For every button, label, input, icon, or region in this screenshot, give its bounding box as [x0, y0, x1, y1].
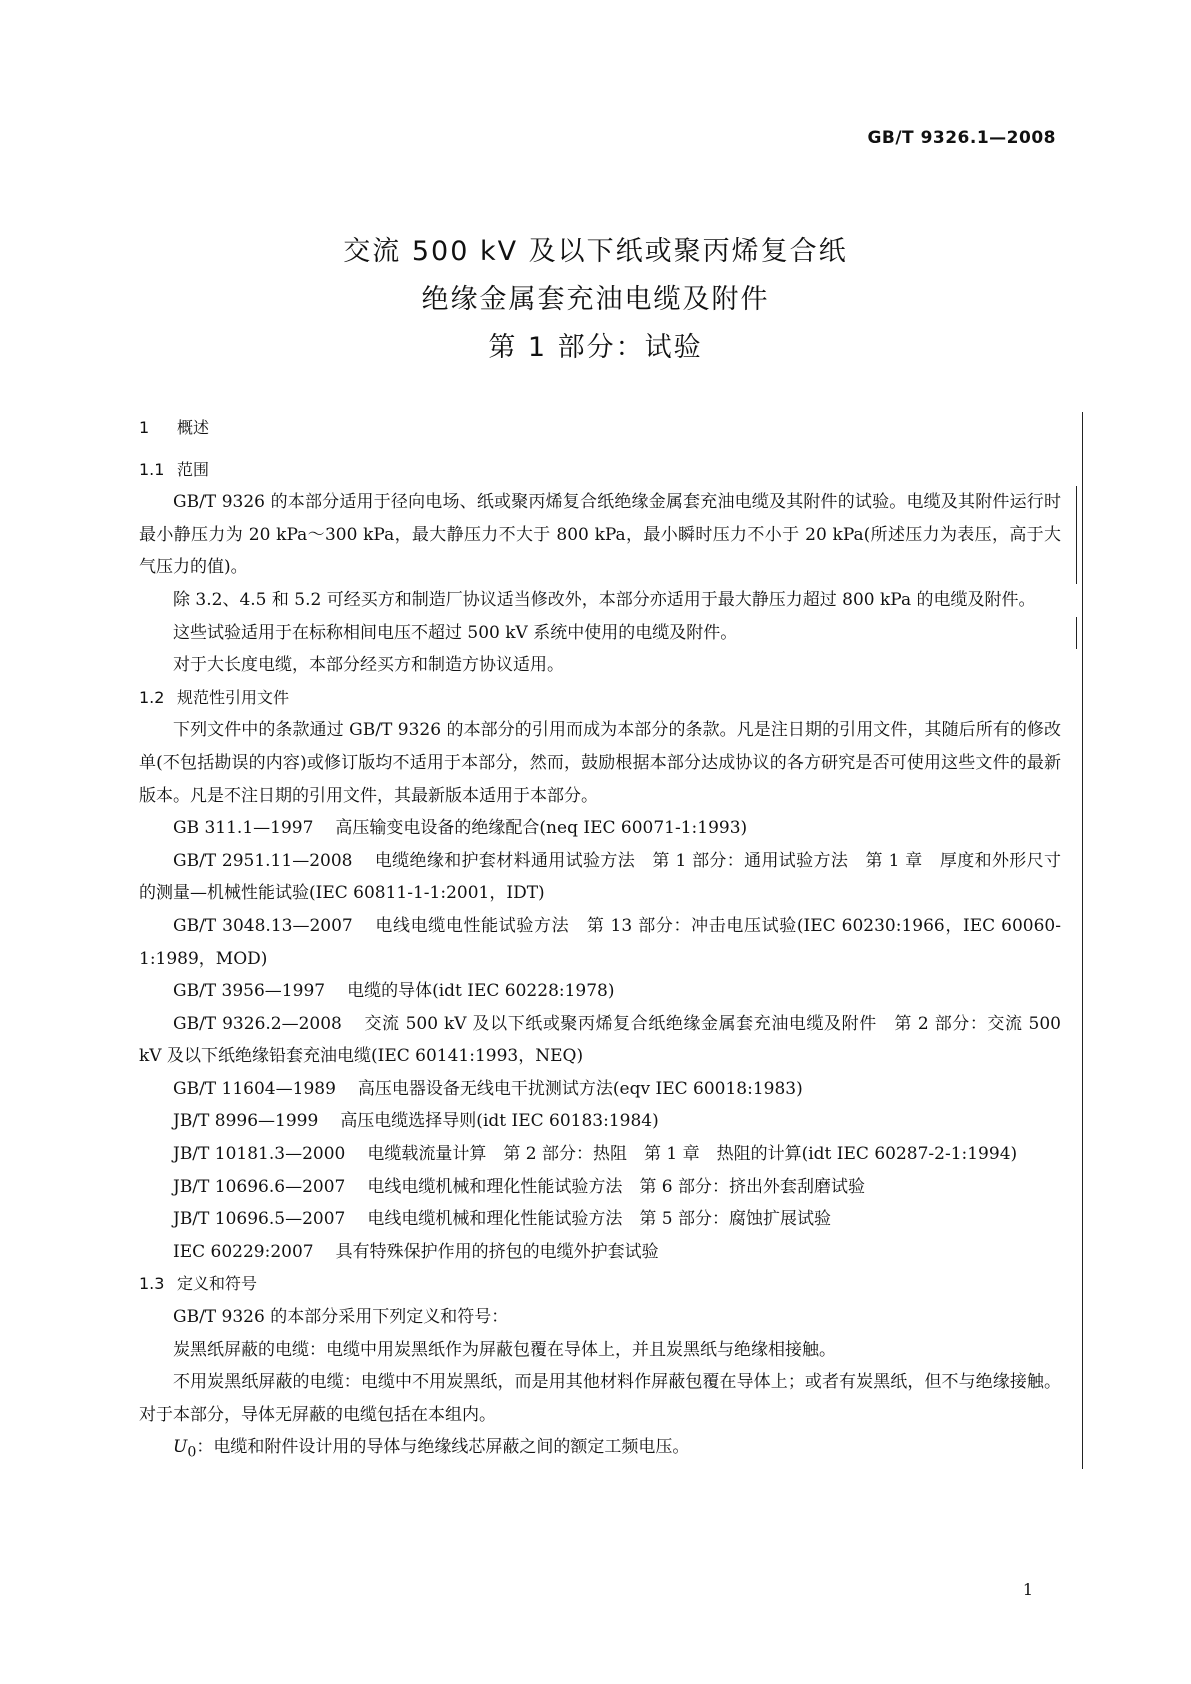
reference-code: GB 311.1—1997: [173, 818, 314, 839]
reference-item: [139, 812, 1061, 845]
definition-carbon-paper-screened: 炭黑纸屏蔽的电缆：电缆中用炭黑纸作为屏蔽包覆在导体上，并且炭黑纸与绝缘相接触。: [173, 1339, 836, 1360]
page-number: 1: [1022, 1580, 1033, 1599]
reference-list: [139, 812, 1061, 1268]
reference-code: JB/T 10181.3—2000: [173, 1144, 346, 1165]
section-1-2-heading: [139, 682, 1061, 715]
reference-title: 高压输变电设备的绝缘配合(neq IEC 60071-1:1993): [335, 818, 748, 839]
definitions-intro: GB/T 9326 的本部分采用下列定义和符号：: [173, 1307, 509, 1328]
title-line-1: 交流 500 kV 及以下纸或聚丙烯复合纸: [343, 236, 848, 267]
definition-non-carbon-paper-screened: 不用炭黑纸屏蔽的电缆：电缆中不用炭黑纸，而是用其他材料作屏蔽包覆在导体上；或者有炭黑纸，但不与绝缘接触。对于本部分，导体无屏蔽的电缆包括在本组内。: [139, 1372, 1061, 1425]
symbol-u: U: [173, 1437, 188, 1458]
reference-item: [139, 1171, 1061, 1204]
reference-code: JB/T 10696.6—2007: [173, 1176, 346, 1197]
document-body: [139, 412, 1061, 1469]
section-title: 概述: [177, 418, 210, 437]
reference-title: 高压电器设备无线电干扰测试方法(eqv IEC 60018:1983): [357, 1078, 803, 1099]
reference-item: [139, 1008, 1061, 1073]
reference-code: GB/T 3048.13—2007: [173, 915, 353, 936]
reference-item: [139, 1236, 1061, 1269]
reference-code: JB/T 8996—1999: [173, 1111, 319, 1132]
section-number: 1.2: [139, 687, 165, 707]
reference-code: GB/T 11604—1989: [173, 1078, 336, 1099]
scope-paragraph-4: 对于大长度电缆，本部分经买方和制造方协议适用。: [173, 655, 564, 676]
reference-title: 电缆绝缘和护套材料通用试验方法 第 1 部分：通用试验方法 第 1 章 厚度和外形尺寸的测量—机械性能试验(IEC 60811-1-1:2001，IDT): [139, 850, 1062, 904]
standard-number: GB/T 9326.1—2008: [867, 128, 1056, 148]
title-line-2: 绝缘金属套充油电缆及附件: [421, 284, 770, 315]
reference-item: [139, 975, 1061, 1008]
scope-paragraph-3: 这些试验适用于在标称相间电压不超过 500 kV 系统中使用的电缆及附件。: [139, 617, 1061, 650]
reference-code: JB/T 10696.5—2007: [173, 1209, 346, 1230]
section-1-1-heading: [139, 454, 1061, 487]
title-line-3: 第 1 部分：试验: [488, 332, 703, 363]
reference-title: 电线电缆电性能试验方法 第 13 部分：冲击电压试验(IEC 60230:1966，IEC 60060-1:1989，MOD): [139, 915, 1061, 969]
reference-code: IEC 60229:2007: [173, 1241, 314, 1262]
reference-title: 具有特殊保护作用的挤包的电缆外护套试验: [335, 1241, 659, 1262]
reference-code: GB/T 3956—1997: [173, 981, 326, 1002]
section-title: 定义和符号: [177, 1274, 258, 1294]
scope-paragraph-2: 除 3.2、4.5 和 5.2 可经买方和制造厂协议适当修改外，本部分亦适用于最大静压力超过 800 kPa 的电缆及附件。: [173, 589, 1036, 610]
reference-item: [139, 1203, 1061, 1236]
section-title: 规范性引用文件: [177, 687, 290, 707]
reference-title: 电缆的导体(idt IEC 60228:1978): [347, 981, 615, 1002]
reference-code: GB/T 9326.2—2008: [173, 1013, 342, 1034]
section-1-heading: [139, 412, 1061, 445]
section-number: 1.1: [139, 459, 165, 479]
reference-item: [139, 1073, 1061, 1106]
references-intro: 下列文件中的条款通过 GB/T 9326 的本部分的引用而成为本部分的条款。凡是注日期的引用文件，其随后所有的修改单(不包括勘误的内容)或修订版均不适用于本部分，然而，鼓励根据本部分达成协议的各方研究是否可使用这些文件的最新版本。凡是不注日期的引用文件，其最新版本适用于本部分。: [139, 714, 1061, 812]
reference-item: [139, 1138, 1061, 1171]
reference-title: 交流 500 kV 及以下纸或聚丙烯复合纸绝缘金属套充油电缆及附件 第 2 部分：交流 500 kV 及以下纸绝缘铅套充油电缆(IEC 60141:1993，NEQ): [139, 1013, 1061, 1067]
section-1-3-heading: [139, 1268, 1061, 1301]
scope-paragraph-1: GB/T 9326 的本部分适用于径向电场、纸或聚丙烯复合纸绝缘金属套充油电缆及其附件的试验。电缆及其附件运行时最小静压力为 20 kPa～300 kPa，最大静压力不大于 800 kPa，最小瞬时压力不小于 20 kPa(所述压力为表压，高于大气压力的值)。: [139, 486, 1061, 584]
reference-code: GB/T 2951.11—2008: [173, 850, 353, 871]
reference-title: 电线电缆机械和理化性能试验方法 第 5 部分：腐蚀扩展试验: [367, 1209, 831, 1230]
reference-item: [139, 1105, 1061, 1138]
symbol-subscript: 0: [187, 1444, 197, 1461]
definition-u0-text: ：电缆和附件设计用的导体与绝缘线芯屏蔽之间的额定工频电压。: [196, 1437, 690, 1458]
section-number: 1: [139, 418, 150, 437]
definition-u0: [139, 1431, 1061, 1469]
reference-item: [139, 910, 1061, 975]
section-title: 范围: [177, 459, 210, 479]
document-title: [0, 228, 1191, 372]
section-number: 1.3: [139, 1274, 165, 1294]
reference-title: 电缆载流量计算 第 2 部分：热阻 第 1 章 热阻的计算(idt IEC 60287-2-1:1994): [367, 1144, 1018, 1165]
reference-title: 电线电缆机械和理化性能试验方法 第 6 部分：挤出外套刮磨试验: [367, 1176, 865, 1197]
reference-item: [139, 845, 1061, 910]
reference-title: 高压电缆选择导则(idt IEC 60183:1984): [340, 1111, 659, 1132]
